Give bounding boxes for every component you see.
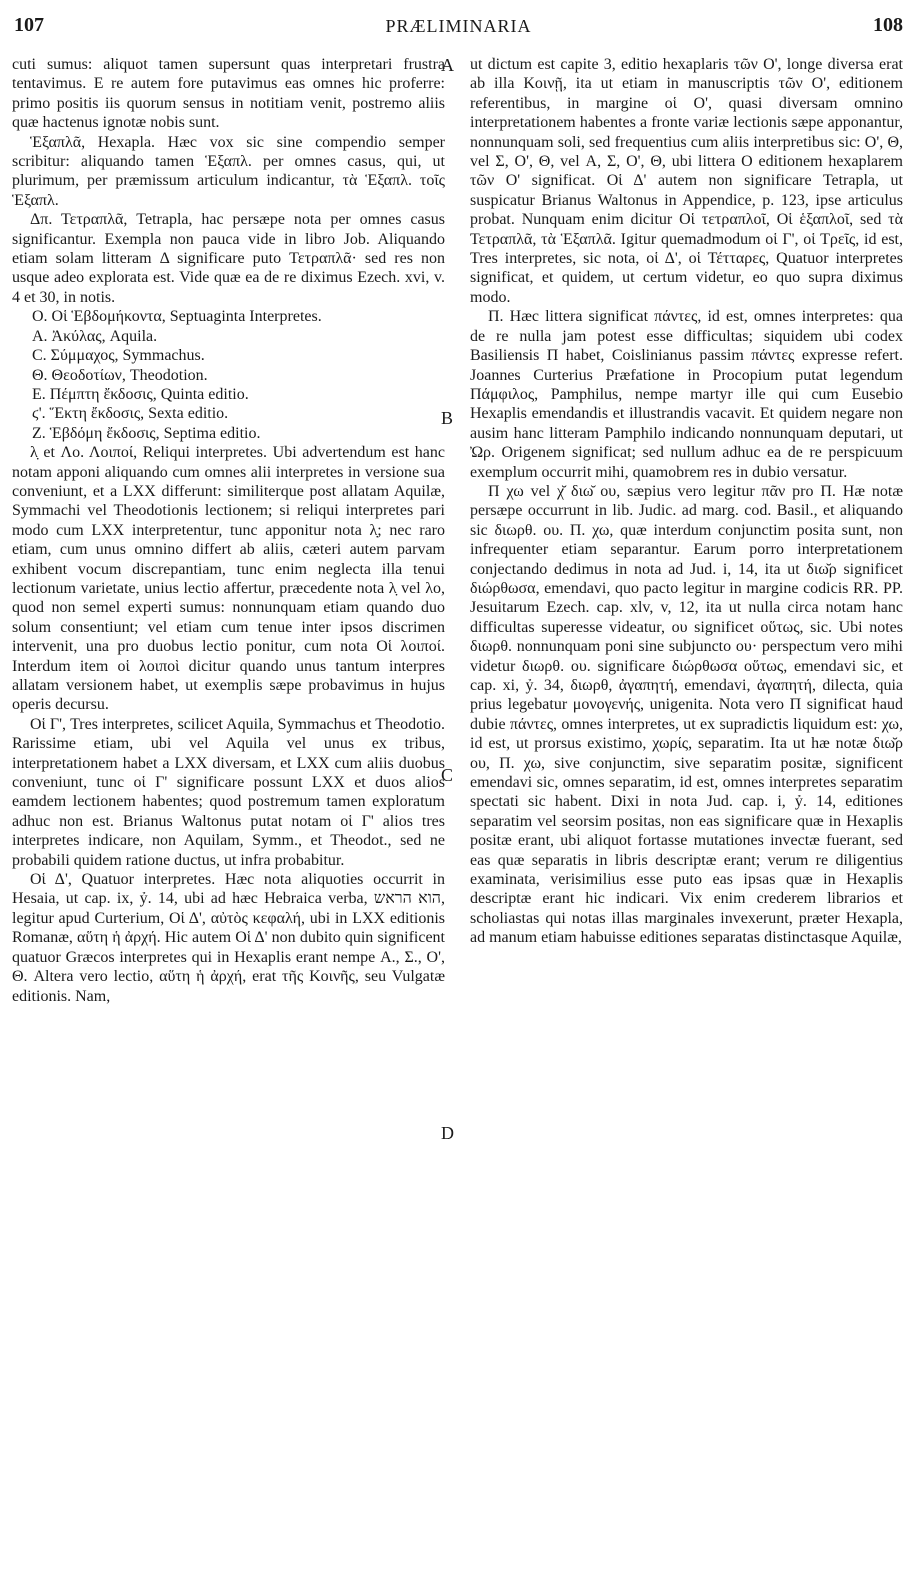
siglum-entry: Θ. Θεοδοτίων, Theodotion. — [32, 366, 208, 384]
margin-letter-d: D — [441, 1123, 454, 1143]
paragraph: ut dictum est capite 3, editio hexaplaris τῶν Ο', longe diversa erat ab illa Κοινῇ, ita ut etiam in manuscriptis τῶν Ο', editionem referentibus, in margine οἱ Ο', quasi diversam omnino interpretationem habentes a fronte variæ lectionis sæpe apponantur, nonnunquam soli, sed frequentius cum aliis interpretibus sic: Ο', Θ, vel Σ, Ο', Θ, vel Α, Σ, Ο', Θ, ubi littera Ο editionem hexaplarem τῶν Ο' significat. Οἱ Δ' autem non significare Tetrapla, ut suspicatur Brianus Waltonus in Appendice, p. 123, ipse articulus probat. Nunquam enim dicitur Οἱ τετραπλοῖ, Οἱ ἑξαπλοῖ, sed τὰ Τετραπλᾶ, τὰ Ἑξαπλᾶ. Igitur quemadmodum οἱ Γ', οἱ Τρεῖς, id est, Tres interpretes, sic nota, οἱ Δ', οἱ Τέτταρες, Quatuor interpretes significat, et quidem, ut certum videtur, eo quo supra diximus modo. — [470, 56, 903, 306]
paragraph-pi: Π. Hæc littera significat πάντες, id est, omnes interpretes: qua de re nulla jam potest esse difficultas; siquidem ubi codex Basiliensis Π habet, Coislinianus passim πάντες expresse refert. Joannes Curterius Præfatione in Procopium putat legendum Πάμφιλος, Pamphilus, nempe martyr ille qui cum Eusebio Hexaplis emendandis et illustrandis vacavit. Et quidem negare non ausim hanc litteram Pamphilo indicando nonnunquam deputari, ut Ὠρ. Origenem significat; sed nullum adhuc ea de re perspicuum exemplum occurrit mihi, quamobrem res in dubio versatur. — [470, 308, 903, 481]
margin-letter-c: C — [441, 765, 454, 785]
paragraph-quatuor: Οἱ Δ', Quatuor interpretes. Hæc nota aliquoties occurrit in Hesaia, ut cap. ix, ỷ. 14, ubi ad hæc Hebraica verba, הוא הראש, legitur apud Curterium, Οἱ Δ', αὐτὸς κεφαλή, ubi in LXX editionis Romanæ, αὕτη ἡ ἀρχή. Hic autem Οἱ Δ' non dubito quin significent quatuor Græcos interpretes qui in Hexaplis erant nempe Α., Σ., Ο', Θ. Altera vero lectio, αὕτη ἡ ἀρχή, erat τῆς Κοινῆς, seu Vulgatæ editionis. Nam, — [12, 871, 445, 1005]
page-number-right: 108 — [873, 14, 903, 36]
margin-letter-b: B — [441, 408, 454, 428]
page-header — [0, 14, 917, 44]
paragraph-hexapla: Ἑξαπλᾶ, Hexapla. Hæc vox sic sine compendio semper scribitur: aliquando tamen Ἑξαπλ. per omnes casus, qui, ut plurimum, per præmissum articulum indicantur, τὰ Ἑξαπλ. τοῖς Ἑξαπλ. — [12, 133, 445, 209]
siglum-entry: ϛ'. Ἕκτη ἔκδοσις, Sexta editio. — [32, 405, 229, 423]
margin-letter-a: A — [441, 55, 454, 75]
siglum-entry: C. Σύμμαχος, Symmachus. — [32, 347, 205, 365]
left-column — [12, 55, 445, 1575]
running-head: PRÆLIMINARIA — [385, 16, 532, 36]
paragraph: cuti sumus: aliquot tamen supersunt quas interpretari frustra tentavimus. E re autem fore putavimus eas omnes hic proferre: primo positis iis quorum sensus in notitiam venit, postremo aliis quæ hactenus ignotæ nobis sunt. — [12, 56, 445, 132]
paragraph-tetrapla: Δπ. Τετραπλᾶ, Tetrapla, hac persæpe nota per omnes casus significantur. Exempla non pauca vide in libro Job. Aliquando etiam solam litteram Δ significare puto Τετραπλᾶ· sed res non usque adeo explorata est. Vide quæ ea de re diximus Ezech. xvi, v. 4 et 30, in notis. — [12, 211, 445, 306]
siglum-entry: Ζ. Ἑβδόμη ἔκδοσις, Septima editio. — [32, 424, 261, 442]
page-number-left: 107 — [14, 14, 44, 36]
paragraph-reliqui: λ̣ et Λο. Λοιποί, Reliqui interpretes. Ubi advertendum est hanc notam apponi aliquando cum omnes alii interpretes in versione sua conveniunt, et a LXX differunt: similiterque post allatam Aquilæ, Symmachi vel Theodotionis lectionem; si reliqui interpretes pari modo cum LXX interpretentur, tunc apponitur nota λ̣; nec raro etiam, cum unus omnino differt ab aliis, cæteri autem parvam exhibent vocum discrepantiam, tunc enim neglecta illa tenui lectionum varietate, unius lectio affertur, præcedente nota λ̣ vel λο, quod non semel experti sumus: nonnunquam etiam quando duo solum consentiunt; vel etiam cum tenue inter ipsos discrimen intervenit, una pro duobus lectio ponitur, cum nota Οἱ λοιποί. Interdum item οἱ λοιποὶ dicitur quando unus tantum interpres allatam versionem habet, ut exemplis sæpe probavimus in hujus operis decursu. — [12, 444, 445, 714]
siglum-entry: Ε. Πέμπτη ἔκδοσις, Quinta editio. — [32, 385, 249, 403]
paragraph-pi-chi: Π χω vel χ̆ διω̆ ου, sæpius vero legitur πᾶν pro Π. Hæ notæ persæpe occurrunt in lib. Judic. ad marg. cod. Basil., et aliquando sic διωρθ. ου. Π. χω, quæ interdum conjunctim posita sunt, non infrequenter etiam separantur. Earum porro interpretationem conjectando dedimus in nota ad Jud. i, 14, ita ut διω̆ρ significet διώρθωσα, emendavi, quo pacto legitur in margine codicis RR. PP. Jesuitarum Ezech. cap. xlv, v, 12, ita ut nulla circa notam hanc difficultas superesse videatur, ου significet οὕτως, sic. Ubi notes διωρθ. nonnunquam poni sine subjuncto ου· perspectum vero mihi videtur διωρθ. ου. significare διώρθωσα οὕτως, emendavi sic, et cap. xi, ỷ. 34, διωρθ, ἀγαπητή, emendavi, ἀγαπητή, dilecta, quia prius legebatur μονογενής, unigenita. Nota vero Π significat haud dubie πάντες, omnes interpretes, ut ex supradictis liquidum est: χω, id est, ut prorsus existimo, χωρίς, separatim. Ita ut hæ notæ διω̆ρ ου, Π. χω, sive conjunctim, sive separatim positæ, significent emendavi sic, omnes separatim, id est, omnes interpretes separatim spectati sic habent. Dixi in nota Jud. cap. i, ỷ. 14, editiones separatim vel seorsim positas, non eas significare quæ in Hexaplis positæ erant, ubi aliquot fortasse mutationes invectæ fuerant, sed eas quæ separatis in libris descriptæ erant; verum re diligentius examinata, verisimilius esse puto eas ipsas quæ in Hexaplis descriptæ erant hic indicari. Vix enim crederem librarios et scholiastas qui notas illas marginales invexerunt, præter Hexapla, ad manum etiam habuisse editiones separatas distinctasque Aquilæ, — [470, 482, 903, 947]
paragraph-tres: Οἱ Γ', Tres interpretes, scilicet Aquila, Symmachus et Theodotio. Rarissime etiam, ubi vel Aquila vel unus ex tribus, interpretationem habet a LXX diversam, et LXX cum aliis duobus conveniunt, tunc οἱ Γ' significare possunt LXX et duos alios eamdem lectionem habentes; quod postremum tamen exploratum adhuc non est. Brianus Waltonus putat notam οἱ Γ' alios tres interpretes indicare, non Aquilam, Symm., et Theodot., sed ne probabili quidem ratione ductus, ut infra probabitur. — [12, 715, 445, 869]
right-column — [470, 55, 903, 1575]
siglum-entry: Α. Ἀκύλας, Aquila. — [32, 327, 158, 345]
siglum-entry: Ο. Οἱ Ἑβδομήκοντα, Septuaginta Interpretes. — [32, 308, 322, 326]
